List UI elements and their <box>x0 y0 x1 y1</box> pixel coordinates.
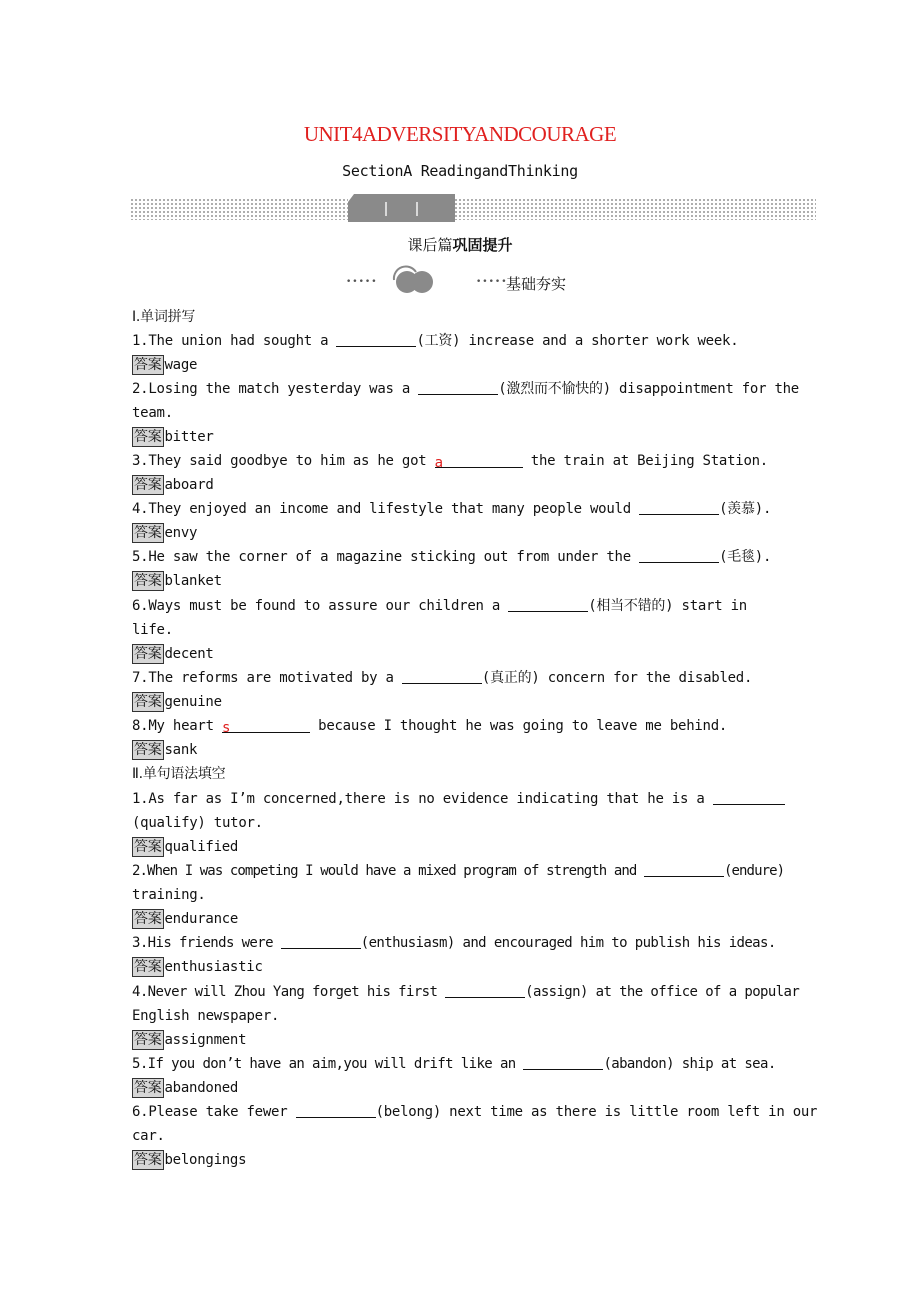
answer-line <box>132 692 222 712</box>
question-line: 5.If you don’t have an aim,you will drift like an (abandon) ship at sea. <box>132 1056 776 1072</box>
answer-blank[interactable] <box>445 983 525 998</box>
answer-value: assignment <box>164 1032 247 1048</box>
answer-line <box>132 837 238 857</box>
section-heading-bold: 巩固提升 <box>452 236 513 254</box>
answer-line <box>132 740 197 760</box>
divider-block-icon <box>348 194 455 222</box>
part2-heading: Ⅱ.单句语法填空 <box>132 766 226 782</box>
answer-value: belongings <box>164 1152 247 1168</box>
answer-tag: 答案 <box>134 525 162 541</box>
question-line: 4.Never will Zhou Yang forget his first (assign) at the office of a popular <box>132 984 800 1000</box>
question-line: 6.Please take fewer (belong) next time as there is little room left in our <box>132 1104 818 1120</box>
answer-tag: 答案 <box>134 1080 162 1096</box>
answer-blank[interactable] <box>281 934 361 949</box>
answer-blank[interactable] <box>523 1055 603 1070</box>
question-line: 8.My heart s because I thought he was going to leave me behind. <box>132 718 728 736</box>
double-circle-icon <box>388 264 438 294</box>
answer-line <box>132 1150 246 1170</box>
question-line: 6.Ways must be found to assure our children a (相当不错的) start in <box>132 598 747 614</box>
answer-value: qualified <box>164 839 239 855</box>
answer-tag: 答案 <box>134 1152 162 1168</box>
answer-tag: 答案 <box>134 839 162 855</box>
hint-letter: a <box>434 455 443 471</box>
answer-value: bitter <box>164 429 214 445</box>
sub-section-heading <box>346 264 586 294</box>
answer-value: endurance <box>164 911 239 927</box>
answer-tag: 答案 <box>134 694 162 710</box>
question-line-cont: car. <box>132 1128 165 1144</box>
hint-letter: s <box>221 720 231 736</box>
question-line: 2.Losing the match yesterday was a (激烈而不愉快的) disappointment for the <box>132 381 799 397</box>
answer-tag: 答案 <box>134 742 162 758</box>
answer-line <box>132 909 238 929</box>
answer-blank[interactable] <box>402 669 482 684</box>
question-line: 3.They said goodbye to him as he got a the train at Beijing Station. <box>132 453 768 471</box>
answer-line <box>132 571 222 591</box>
question-line: 3.His friends were (enthusiasm) and encouraged him to publish his ideas. <box>132 935 776 951</box>
answer-line <box>132 475 214 495</box>
answer-value: blanket <box>164 573 222 589</box>
dots-left: ••••• <box>346 277 378 287</box>
answer-line <box>132 427 214 447</box>
answer-tag: 答案 <box>134 646 162 662</box>
answer-value: envy <box>164 525 198 541</box>
answer-tag: 答案 <box>134 477 162 493</box>
answer-line <box>132 523 197 543</box>
question-line: 1.As far as I’m concerned,there is no evidence indicating that he is a <box>132 789 785 809</box>
answer-blank[interactable] <box>644 862 724 877</box>
section-heading <box>0 234 920 255</box>
question-line-cont: English newspaper. <box>132 1008 280 1024</box>
question-line-cont: team. <box>132 405 173 421</box>
page-title: UNIT4ADVERSITYANDCOURAGE <box>303 122 617 146</box>
part1-heading: Ⅰ.单词拼写 <box>132 309 196 325</box>
question-line-cont: life. <box>132 622 173 638</box>
question-line: 4.They enjoyed an income and lifestyle that many people would (羡慕). <box>132 501 772 517</box>
answer-line <box>132 1078 238 1098</box>
answer-line <box>132 644 214 664</box>
answer-value: decent <box>164 646 214 662</box>
dots-right: ••••• <box>476 277 508 287</box>
answer-line <box>132 355 197 375</box>
section-subtitle: SectionA ReadingandThinking <box>342 162 578 180</box>
answer-value: abandoned <box>164 1080 239 1096</box>
answer-blank[interactable] <box>418 380 498 395</box>
answer-blank[interactable] <box>434 453 523 471</box>
answer-tag: 答案 <box>134 429 162 445</box>
answer-blank[interactable] <box>639 500 719 515</box>
answer-value: wage <box>164 357 198 373</box>
answer-blank[interactable] <box>639 548 719 563</box>
question-line: 5.He saw the corner of a magazine sticking out from under the (毛毯). <box>132 549 772 565</box>
answer-line <box>132 1030 246 1050</box>
dotted-divider <box>130 198 816 220</box>
answer-value: genuine <box>164 694 222 710</box>
answer-blank[interactable] <box>508 597 588 612</box>
question-line: 1.The union had sought a (工资) increase and a shorter work week. <box>132 333 739 349</box>
answer-line <box>132 957 263 977</box>
answer-value: enthusiastic <box>164 959 263 975</box>
answer-blank[interactable] <box>221 718 310 736</box>
answer-value: sank <box>164 742 198 758</box>
answer-blank[interactable] <box>713 790 785 805</box>
question-line-cont: training. <box>132 887 206 903</box>
section-heading-prefix: 课后篇 <box>407 236 453 254</box>
answer-blank[interactable] <box>336 332 416 347</box>
question-line: 7.The reforms are motivated by a (真正的) concern for the disabled. <box>132 670 753 686</box>
answer-tag: 答案 <box>134 357 162 373</box>
answer-tag: 答案 <box>134 959 162 975</box>
answer-tag: 答案 <box>134 911 162 927</box>
answer-tag: 答案 <box>134 1032 162 1048</box>
answer-blank[interactable] <box>296 1103 376 1118</box>
question-line-cont: (qualify) tutor. <box>132 815 263 831</box>
answer-value: aboard <box>164 477 214 493</box>
question-line: 2.When I was competing I would have a mixed program of strength and (endure) <box>132 863 785 879</box>
sub-section-label: 基础夯实 <box>506 275 567 293</box>
answer-tag: 答案 <box>134 573 162 589</box>
